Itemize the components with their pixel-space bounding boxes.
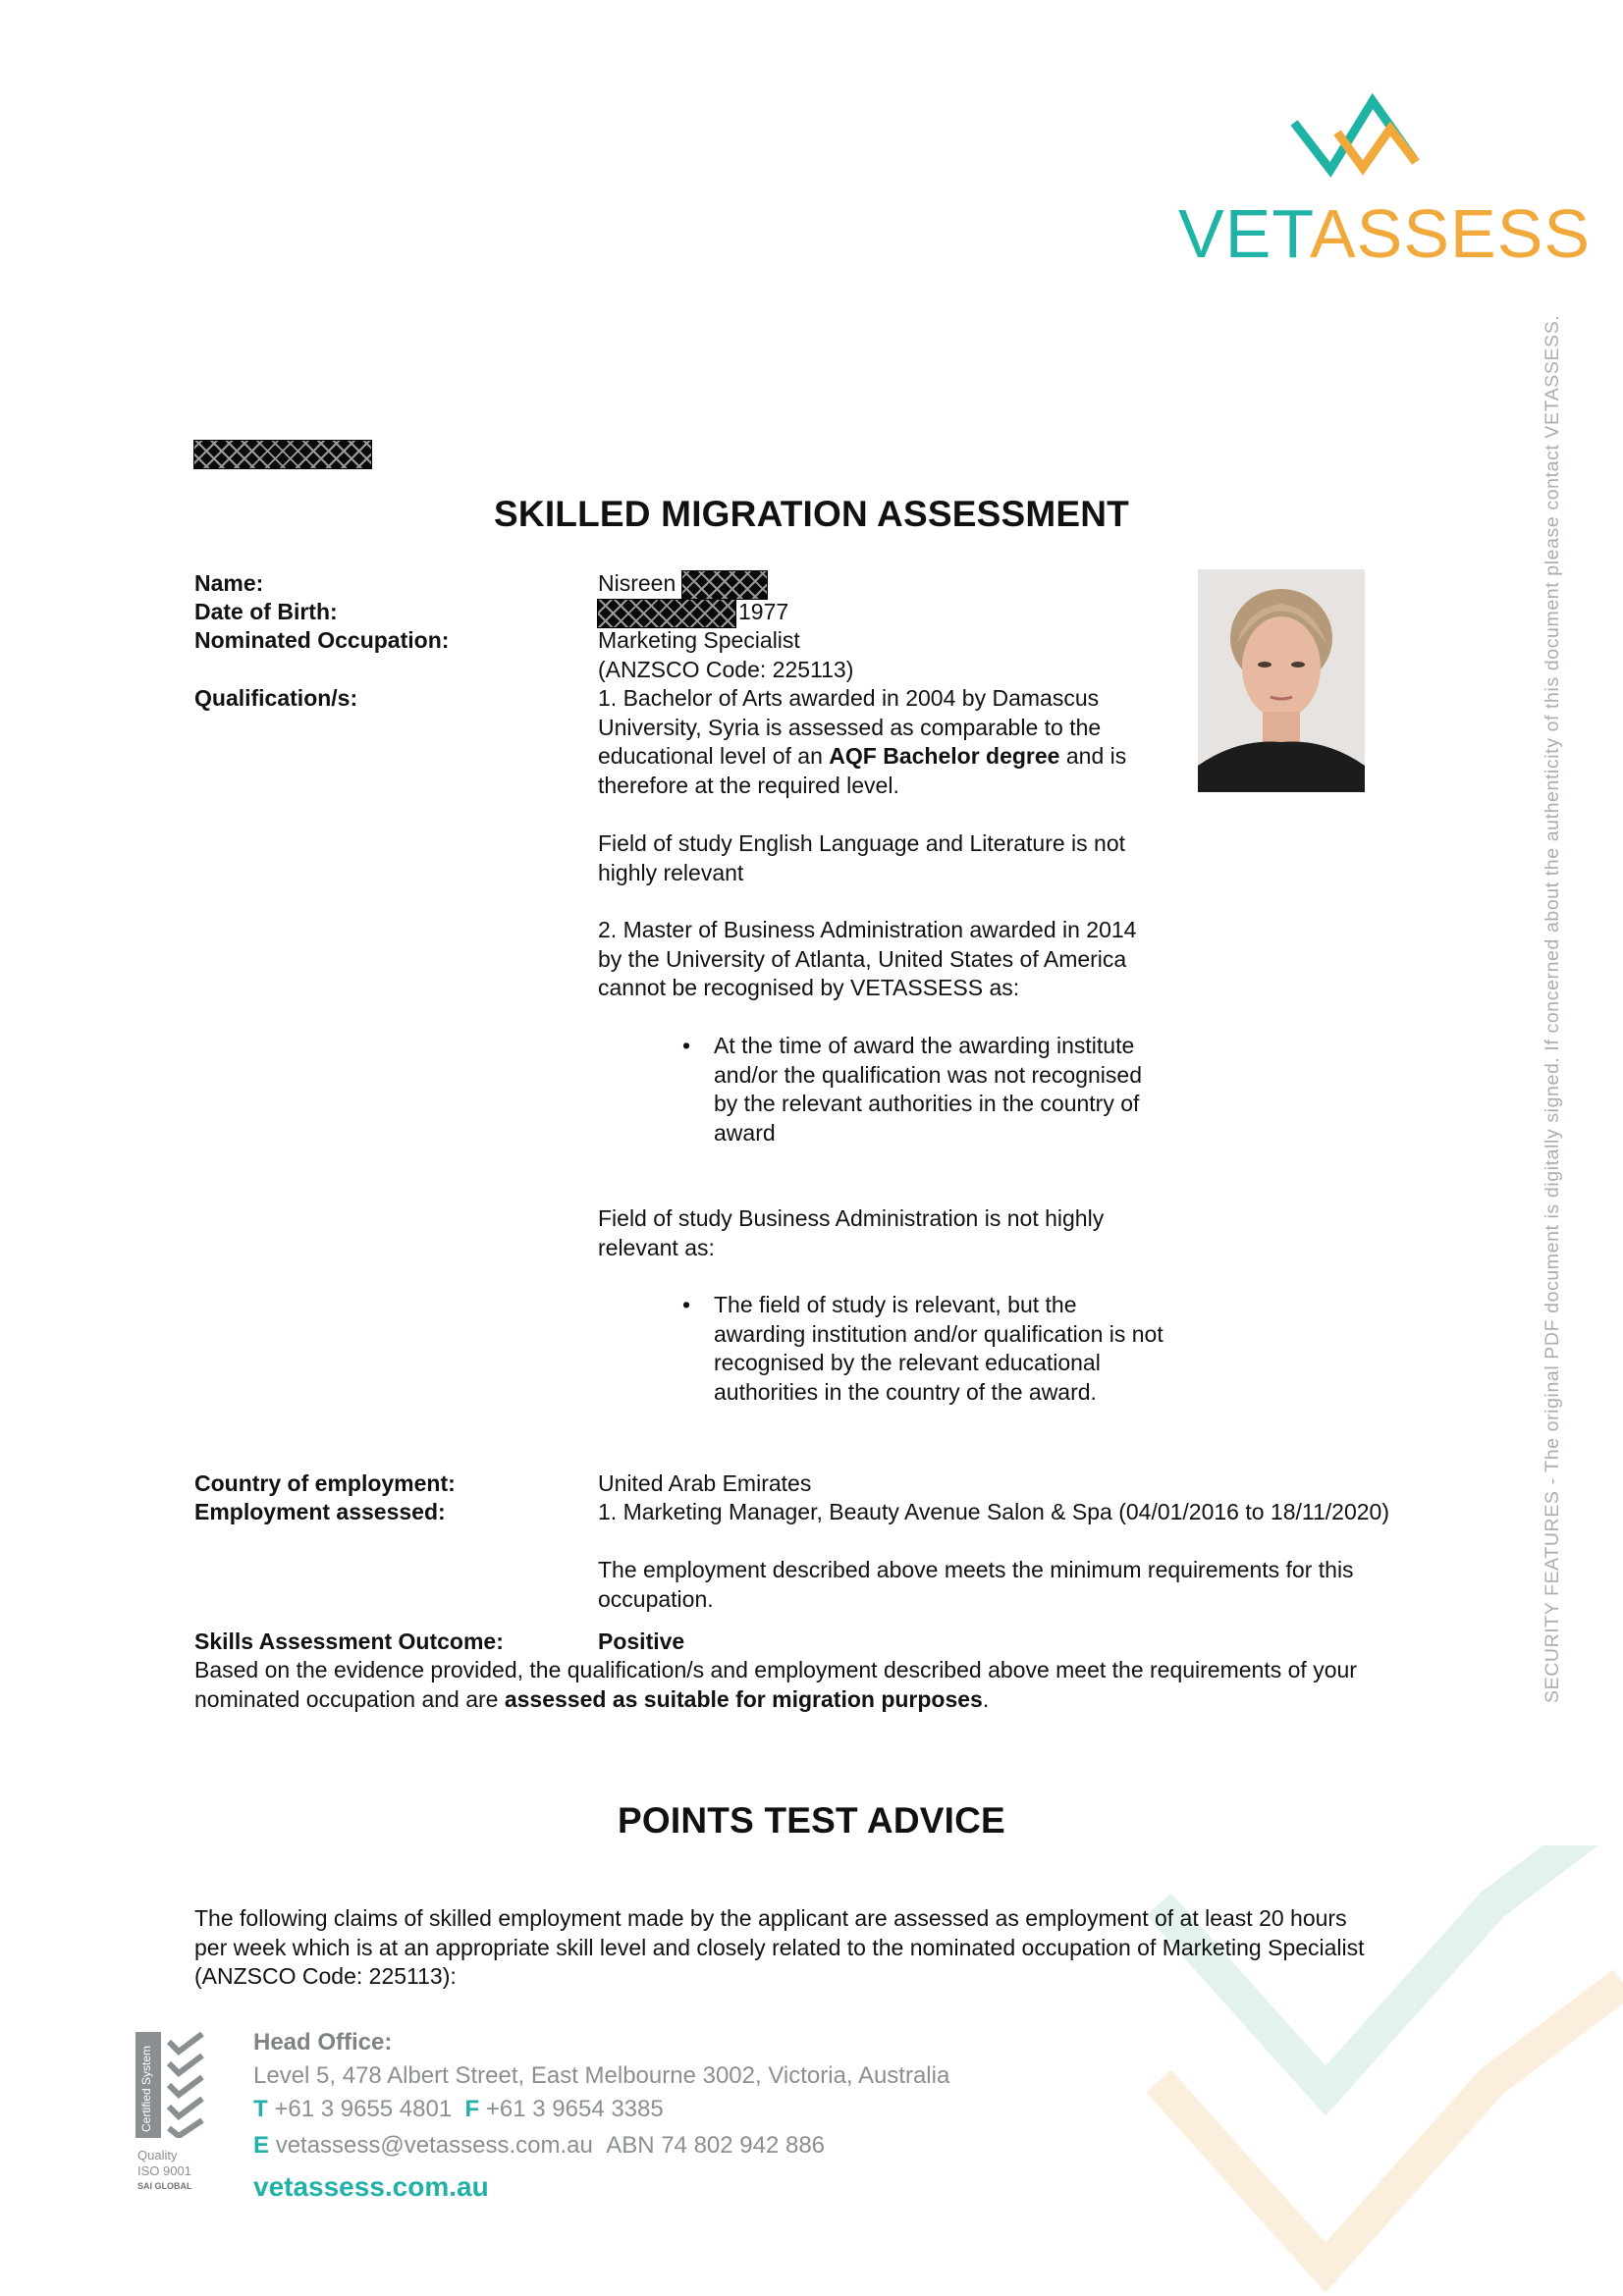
email-abn: E vetassess@vetassess.com.au ABN 74 802 942 886 — [253, 2132, 826, 2159]
cert-iso: ISO 9001 — [137, 2163, 191, 2178]
qualification-1: 1. Bachelor of Arts awarded in 2004 by Damascus University, Syria is assessed as comparable to the educational level of an AQF Bachelor degree and is therefore at the required level. — [598, 685, 1127, 798]
website-link[interactable]: vetassess.com.au — [253, 2171, 489, 2202]
points-test-title: POINTS TEST ADVICE — [618, 1800, 1005, 1841]
logo-mark-icon — [1286, 93, 1434, 191]
dob-redaction — [597, 599, 736, 628]
applicant-photo — [1198, 569, 1365, 792]
outcome-label: Skills Assessment Outcome: — [194, 1629, 504, 1654]
employment-value: 1. Marketing Manager, Beauty Avenue Salon & Spa (04/01/2016 to 18/11/2020) — [598, 1499, 1389, 1524]
surname-redaction — [681, 570, 768, 600]
dob-year: 1977 — [738, 599, 789, 624]
cert-sai: SAI GLOBAL — [137, 2181, 192, 2191]
qualifications-label: Qualification/s: — [194, 685, 358, 711]
anzsco-code: (ANZSCO Code: 225113) — [598, 657, 854, 682]
name-label: Name: — [194, 570, 264, 596]
security-features-text: SECURITY FEATURES - The original PDF document is digitally signed. If concerned about the authenticity of this document please contact VETASSESS. — [1542, 314, 1563, 1703]
office-address: Level 5, 478 Albert Street, East Melbourne 3002, Victoria, Australia — [253, 2062, 950, 2089]
cert-quality: Quality — [137, 2148, 178, 2163]
employment-note: The employment described above meets the minimum requirements for this occupation. — [598, 1557, 1354, 1612]
phone-fax: T +61 3 9655 4801 F +61 3 9654 3385 — [253, 2096, 664, 2122]
name-value: Nisreen — [598, 570, 676, 596]
points-test-text: The following claims of skilled employment made by the applicant are assessed as employment of at least 20 hours per week which is at an appropriate skill level and closely related to the nominated occupation of Marketing Specialist (ANZSCO Code: 225113): — [194, 1905, 1365, 1989]
bullet-icon: • — [682, 1292, 691, 1317]
reference-redaction — [193, 440, 372, 469]
country-value: United Arab Emirates — [598, 1470, 812, 1496]
iso-certification-badge — [135, 2032, 214, 2199]
cert-vertical-text: Certified System — [139, 2045, 153, 2132]
country-label: Country of employment: — [194, 1470, 456, 1496]
logo-text-vet: VET — [1178, 195, 1310, 272]
field-of-study-1: Field of study English Language and Literature is not highly relevant — [598, 830, 1126, 885]
head-office-label: Head Office: — [253, 2029, 393, 2056]
occupation-value: Marketing Specialist — [598, 627, 800, 653]
dob-label: Date of Birth: — [194, 599, 338, 624]
qualification-2: 2. Master of Business Administration awarded in 2014 by the University of Atlanta, United States of America cannot be recognised by VETASSESS as: — [598, 917, 1137, 1000]
checkmarks-icon — [165, 2032, 208, 2138]
logo-text-assess: ASSESS — [1309, 195, 1592, 272]
field-of-study-2: Field of study Business Administration is not highly relevant as: — [598, 1205, 1105, 1260]
outcome-summary: Based on the evidence provided, the qualification/s and employment described above meet the requirements of your nominated occupation and are assessed as suitable for migration purposes. — [194, 1657, 1357, 1712]
assessment-title: SKILLED MIGRATION ASSESSMENT — [494, 494, 1129, 534]
vetassess-logo — [1178, 93, 1592, 275]
outcome-value: Positive — [598, 1629, 685, 1654]
occupation-label: Nominated Occupation: — [194, 627, 450, 653]
bullet-icon: • — [682, 1033, 691, 1058]
employment-label: Employment assessed: — [194, 1499, 446, 1524]
